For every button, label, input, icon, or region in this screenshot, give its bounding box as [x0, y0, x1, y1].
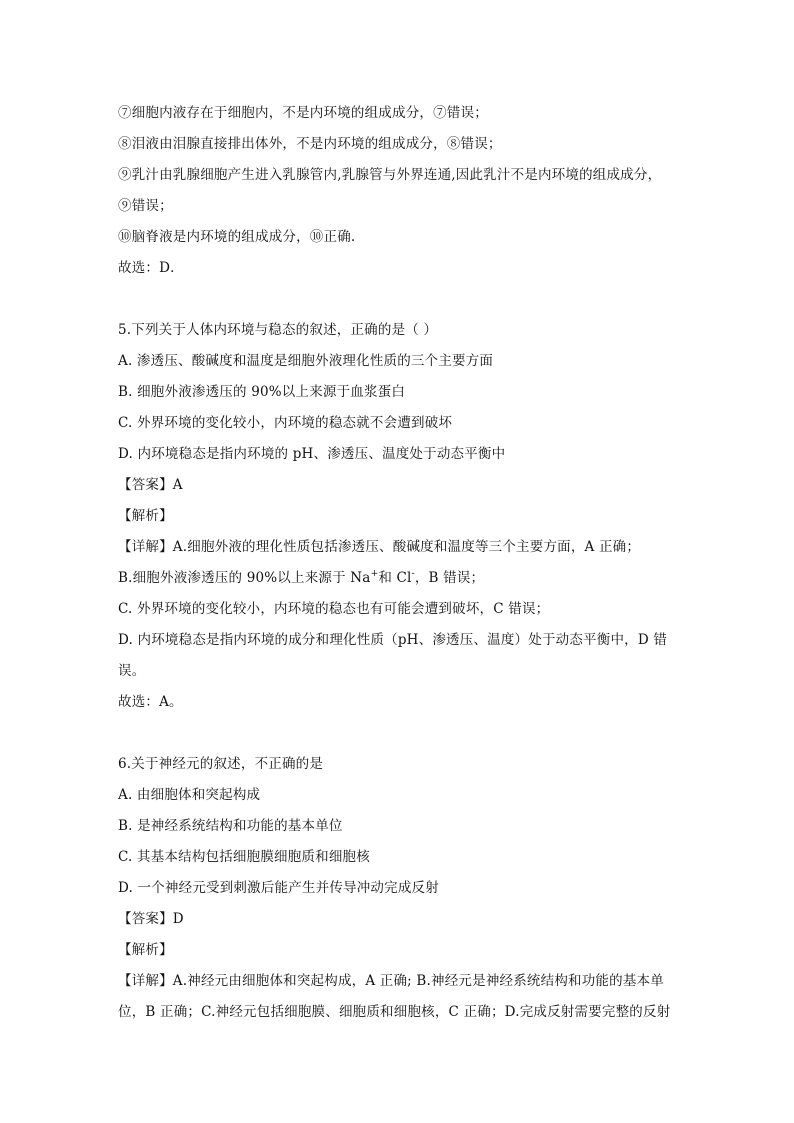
question-6-stem: 6.关于神经元的叙述，不正确的是 — [118, 756, 324, 772]
spacer — [118, 284, 678, 315]
question-5-conclusion: 故选：A。 — [118, 694, 183, 710]
question-6-option-c: C. 其基本结构包括细胞膜细胞质和细胞核 — [118, 849, 370, 865]
question-5-option-a: A. 渗透压、酸碱度和温度是细胞外液理化性质的三个主要方面 — [118, 353, 494, 369]
question-5-stem: 5.下列关于人体内环境与稳态的叙述，正确的是（ ） — [118, 322, 438, 338]
question-5-option-d: D. 内环境稳态是指内环境的 pH、渗透压、温度处于动态平衡中 — [118, 446, 506, 462]
analysis-item-10: ⑩脑脊液是内环境的组成成分，⑩正确. — [118, 229, 356, 245]
analysis-item-9-line-1: ⑨乳汁由乳腺细胞产生进入乳腺管内,乳腺管与外界连通,因此乳汁不是内环境的组成成分， — [118, 167, 662, 183]
question-6-option-d: D. 一个神经元受到刺激后能产生并传导冲动完成反射 — [118, 880, 439, 896]
analysis-item-9-line-2: ⑨错误； — [118, 198, 173, 214]
detail-2-mid: 和 Cl — [378, 570, 412, 586]
analysis-item-7: ⑦细胞内液存在于细胞内，不是内环境的组成成分，⑦错误； — [118, 105, 488, 121]
analysis-item-8: ⑧泪液由泪腺直接排出体外，不是内环境的组成成分，⑧错误； — [118, 136, 502, 152]
question-6-option-b: B. 是神经系统结构和功能的基本单位 — [118, 818, 343, 834]
spacer — [118, 718, 678, 749]
question-6-detail-line-2: 位，B 正确；C.神经元包括细胞膜、细胞质和细胞核，C 正确；D.完成反射需要完整的反射 — [118, 1004, 671, 1020]
question-5-analysis-label: 【解析】 — [118, 508, 173, 524]
question-6-option-a: A. 由细胞体和突起构成 — [118, 787, 261, 803]
question-5-option-b: B. 细胞外液渗透压的 90%以上来源于血浆蛋白 — [118, 384, 406, 400]
question-6-detail-line-1: 【详解】A.神经元由细胞体和突起构成，A 正确; B.神经元是神经系统结构和功能的基本单 — [118, 973, 664, 989]
question-6-answer: 【答案】D — [118, 911, 184, 927]
question-5-detail-4-line-1: D. 内环境稳态是指内环境的成分和理化性质（pH、渗透压、温度）处于动态平衡中，D 错 — [118, 632, 668, 648]
detail-2-pre: B.细胞外液渗透压的 90%以上来源于 Na — [118, 570, 371, 586]
previous-conclusion: 故选：D． — [118, 260, 184, 276]
question-6-analysis-label: 【解析】 — [118, 942, 173, 958]
detail-2-post: ，B 错误； — [414, 570, 485, 586]
sodium-superscript: + — [370, 568, 379, 579]
question-5-detail-1: 【详解】A.细胞外液的理化性质包括渗透压、酸碱度和温度等三个主要方面，A 正确； — [118, 539, 641, 555]
question-5-detail-4-line-2: 误。 — [118, 663, 146, 679]
question-5-detail-3: C. 外界环境的变化较小，内环境的稳态也有可能会遭到破坏，C 错误； — [118, 601, 550, 617]
chloride-superscript: - — [411, 568, 415, 579]
question-5-answer: 【答案】A — [118, 477, 183, 493]
question-5-option-c: C. 外界环境的变化较小，内环境的稳态就不会遭到破坏 — [118, 415, 453, 431]
document-page — [118, 98, 678, 1028]
question-5-detail-2 — [118, 563, 678, 594]
